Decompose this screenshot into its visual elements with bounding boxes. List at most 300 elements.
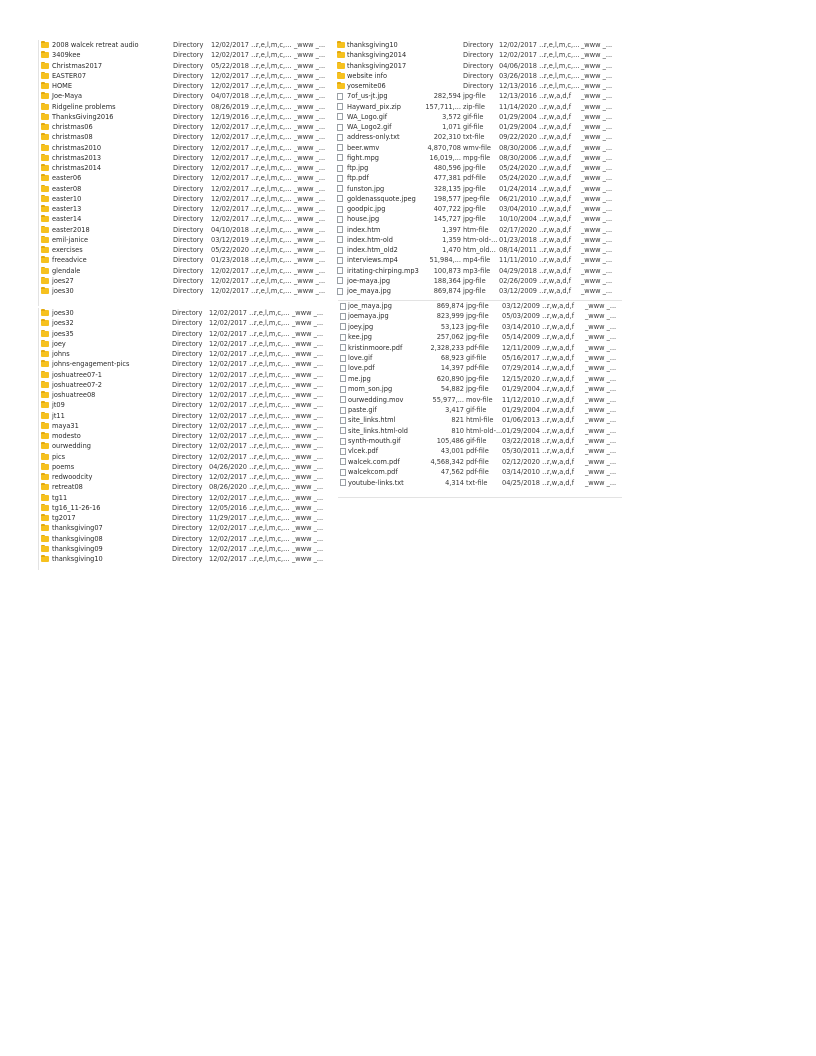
file-list-row[interactable]: [39, 173, 327, 183]
file-permissions: r,w,a,d,f: [547, 405, 575, 414]
file-name: index.htm: [347, 225, 381, 234]
folder-icon: [337, 73, 345, 79]
file-list-row[interactable]: [335, 71, 620, 81]
file-list-row[interactable]: [39, 329, 325, 339]
file-type: Directory: [173, 266, 204, 275]
file-size: 821: [451, 416, 464, 425]
folder-icon: [41, 206, 49, 212]
file-list-row[interactable]: [39, 523, 325, 533]
file-icon: [337, 236, 343, 243]
file-type: Directory: [173, 71, 204, 80]
file-list-row[interactable]: [335, 40, 620, 50]
file-list-row[interactable]: [39, 40, 327, 50]
file-owner: _www _...: [292, 442, 324, 451]
file-date: 12/02/2017 ...: [209, 370, 256, 379]
file-size: 202,310: [433, 133, 461, 142]
file-name: pics: [52, 452, 66, 461]
file-icon: [337, 144, 343, 151]
file-list-row[interactable]: [39, 493, 325, 503]
file-type: jpeg-file: [463, 194, 490, 203]
file-list-row[interactable]: [39, 91, 327, 101]
file-list-row[interactable]: [39, 245, 327, 255]
file-permissions: r,e,l,m,c,...: [256, 92, 292, 101]
file-date: 08/26/2020 ...: [209, 483, 256, 492]
file-list-row[interactable]: [39, 452, 325, 462]
file-name: walcekcom.pdf: [348, 468, 398, 477]
file-size: 68,923: [440, 353, 464, 362]
file-permissions: r,e,l,m,c,...: [544, 51, 580, 60]
file-owner: _www _...: [581, 102, 613, 111]
file-date: 12/02/2017 ...: [209, 452, 256, 461]
file-list-row[interactable]: [39, 276, 327, 286]
file-list-row[interactable]: [335, 276, 620, 286]
file-list-row[interactable]: [338, 395, 622, 405]
file-list-row[interactable]: [39, 102, 327, 112]
file-date: 05/24/2020 ...: [499, 164, 546, 172]
file-owner: _www _...: [585, 447, 617, 456]
file-list-row[interactable]: [39, 122, 327, 132]
file-owner: _www _...: [581, 246, 613, 254]
folder-icon: [41, 474, 49, 480]
file-permissions: r,e,l,m,c,...: [254, 462, 290, 471]
file-date: 04/26/2020 ...: [209, 462, 256, 471]
file-type: jpg-file: [466, 374, 489, 383]
folder-icon: [41, 145, 49, 151]
file-type: mp4-file: [463, 256, 491, 265]
file-date: 12/15/2020 ...: [502, 374, 549, 383]
file-list-row[interactable]: [39, 308, 325, 318]
file-icon: [337, 113, 343, 120]
file-name: beer.wmv: [347, 143, 380, 152]
file-name: freeadvice: [52, 256, 87, 265]
file-list-row[interactable]: [335, 153, 620, 163]
file-date: 12/02/2017 ...: [209, 350, 256, 358]
file-list-row[interactable]: [39, 204, 327, 214]
file-icon: [340, 334, 346, 341]
file-permissions: r,e,l,m,c,...: [254, 452, 290, 461]
file-list-row[interactable]: [39, 266, 327, 276]
file-list-row[interactable]: [39, 339, 325, 349]
file-permissions: r,e,l,m,c,...: [256, 205, 292, 213]
file-type: Directory: [173, 184, 204, 193]
folder-icon: [41, 320, 49, 326]
file-list-row[interactable]: [39, 184, 327, 194]
file-date: 08/30/2006 ...: [499, 153, 546, 162]
file-list-row[interactable]: [338, 353, 622, 363]
file-list-row[interactable]: [335, 204, 620, 214]
file-name: EASTER07: [52, 71, 87, 80]
file-date: 12/19/2016 ...: [211, 112, 258, 121]
file-owner: _www _...: [292, 555, 324, 563]
file-icon: [340, 313, 346, 320]
file-owner: _www _...: [581, 266, 613, 275]
file-type: jpg-file: [463, 276, 486, 285]
file-list-row[interactable]: [335, 143, 620, 153]
file-owner: _www _...: [294, 164, 326, 172]
file-owner: _www _...: [292, 380, 324, 389]
file-name: thanksgiving2017: [347, 61, 407, 70]
file-date: 12/02/2017 ...: [211, 71, 258, 80]
file-date: 03/14/2010 ...: [502, 468, 549, 477]
file-date: 05/22/2020 ...: [211, 246, 258, 254]
file-list-row[interactable]: [39, 318, 325, 328]
file-list-row[interactable]: [39, 390, 325, 400]
file-icon: [337, 124, 343, 131]
file-type: Directory: [173, 276, 204, 285]
folder-icon: [41, 114, 49, 120]
file-name: site_links.html-old: [348, 426, 408, 435]
file-permissions: r,w,a,d,f: [544, 92, 572, 101]
file-list-row[interactable]: [39, 431, 325, 441]
file-name: thanksgiving07: [52, 524, 103, 533]
file-list-row[interactable]: [39, 472, 325, 482]
file-name: thanksgiving08: [52, 534, 103, 543]
file-name: exercises: [52, 246, 83, 254]
file-type: htm_old...: [463, 246, 496, 254]
file-owner: _www _...: [585, 478, 617, 487]
file-list-row[interactable]: [338, 322, 622, 332]
file-list-row[interactable]: [338, 415, 622, 425]
file-name: Joe-Maya: [52, 92, 83, 101]
file-list-row[interactable]: [335, 122, 620, 132]
file-icon: [340, 355, 346, 362]
folder-icon: [41, 402, 49, 408]
file-name: ftp.pdf: [347, 174, 369, 183]
file-list-row[interactable]: [39, 534, 325, 544]
file-type: Directory: [172, 483, 203, 492]
file-name: joey: [52, 339, 66, 348]
file-name: johns-engagement-pics: [52, 360, 130, 369]
file-list-row[interactable]: [39, 370, 325, 380]
file-list-row[interactable]: [335, 235, 620, 245]
file-type: jpg-file: [463, 287, 486, 295]
file-type: jpg-file: [463, 215, 486, 224]
folder-icon: [41, 341, 49, 347]
file-name: easter08: [52, 184, 82, 193]
file-list-row[interactable]: [335, 81, 620, 91]
file-list-row[interactable]: [338, 363, 622, 373]
file-permissions: r,w,a,d,f: [547, 312, 575, 321]
file-permissions: r,e,l,m,c,...: [256, 61, 292, 70]
file-list-row[interactable]: [335, 112, 620, 122]
file-date: 12/02/2017 ...: [209, 421, 256, 430]
file-size: 869,874: [436, 302, 464, 310]
file-permissions: r,e,l,m,c,...: [256, 112, 292, 121]
file-type: jpg-file: [463, 164, 486, 172]
file-name: ftp.jpg: [347, 164, 369, 172]
file-list-row[interactable]: [39, 255, 327, 265]
file-owner: _www _...: [294, 153, 326, 162]
file-icon: [337, 185, 343, 192]
folder-icon: [337, 63, 345, 69]
file-list-row[interactable]: [338, 405, 622, 415]
file-list-row[interactable]: [39, 554, 325, 564]
file-list-row[interactable]: [338, 374, 622, 384]
folder-icon: [41, 42, 49, 48]
file-size: 810: [451, 426, 464, 435]
file-permissions: r,e,l,m,c,...: [256, 71, 292, 80]
file-list-row[interactable]: [335, 266, 620, 276]
file-list-row[interactable]: [335, 286, 620, 296]
file-name: easter06: [52, 174, 82, 183]
file-list-row[interactable]: [335, 61, 620, 71]
file-list-row[interactable]: [335, 255, 620, 265]
file-permissions: r,e,l,m,c,...: [254, 360, 290, 369]
folder-icon: [41, 351, 49, 357]
file-owner: _www _...: [581, 133, 613, 142]
file-list-panel-bottom-right: [338, 300, 622, 498]
file-type: Directory: [172, 462, 203, 471]
file-list-row[interactable]: [39, 112, 327, 122]
file-name: christmas2013: [52, 153, 102, 162]
file-date: 03/22/2018 ...: [502, 437, 549, 446]
file-owner: _www _...: [581, 41, 613, 49]
file-name: iritating-chirping.mp3: [347, 266, 419, 275]
folder-icon: [41, 484, 49, 490]
file-list-row[interactable]: [39, 359, 325, 369]
file-list-row[interactable]: [335, 194, 620, 204]
file-type: gif-file: [463, 112, 484, 121]
file-type: Directory: [173, 143, 204, 152]
file-type: pdf-file: [466, 457, 489, 466]
file-type: pdf-file: [466, 447, 489, 456]
file-type: Directory: [463, 41, 494, 49]
file-list-row[interactable]: [39, 214, 327, 224]
file-date: 04/10/2018 ...: [211, 225, 258, 234]
file-permissions: r,w,a,d,f: [544, 194, 572, 203]
file-owner: _www _...: [294, 287, 326, 295]
folder-icon: [41, 237, 49, 243]
file-list-row[interactable]: [338, 311, 622, 321]
folder-icon: [41, 93, 49, 99]
file-type: Directory: [173, 235, 204, 244]
file-name: thanksgiving10: [347, 41, 398, 49]
folder-icon: [41, 392, 49, 398]
file-type: Directory: [172, 524, 203, 533]
file-list-row[interactable]: [335, 50, 620, 60]
file-permissions: r,e,l,m,c,...: [256, 256, 292, 265]
file-permissions: r,w,a,d,f: [544, 123, 572, 131]
folder-icon: [41, 536, 49, 542]
file-list-row[interactable]: [39, 163, 327, 173]
file-type: Directory: [172, 391, 203, 399]
file-permissions: r,e,l,m,c,...: [254, 555, 290, 563]
file-list-row[interactable]: [39, 50, 327, 60]
file-permissions: r,w,a,d,f: [544, 276, 572, 285]
file-list-row[interactable]: [338, 301, 622, 311]
file-list-row[interactable]: [338, 384, 622, 394]
file-list-row[interactable]: [39, 411, 325, 421]
file-type: html-old-...: [466, 426, 503, 435]
file-permissions: r,e,l,m,c,...: [544, 82, 580, 90]
file-list-row[interactable]: [335, 173, 620, 183]
file-name: funston.jpg: [347, 184, 385, 193]
file-type: Directory: [463, 82, 494, 90]
file-list-row[interactable]: [39, 143, 327, 153]
file-permissions: r,w,a,d,f: [547, 457, 575, 466]
file-name: joes32: [52, 319, 74, 328]
file-icon: [337, 154, 343, 161]
file-permissions: r,e,l,m,c,...: [256, 174, 292, 183]
folder-icon: [41, 515, 49, 521]
folder-icon: [41, 288, 49, 294]
file-owner: _www _...: [581, 194, 613, 203]
file-list-row[interactable]: [335, 245, 620, 255]
file-list-row[interactable]: [39, 132, 327, 142]
file-owner: _www _...: [585, 385, 617, 394]
file-list-row[interactable]: [39, 421, 325, 431]
file-list-row[interactable]: [39, 482, 325, 492]
file-permissions: r,e,l,m,c,...: [256, 51, 292, 60]
folder-icon: [41, 495, 49, 501]
folder-icon: [41, 73, 49, 79]
file-list-row[interactable]: [338, 457, 622, 467]
file-name: site_links.html: [348, 416, 396, 425]
file-owner: _www _...: [585, 416, 617, 425]
folder-icon: [41, 165, 49, 171]
file-date: 12/02/2017 ...: [211, 194, 258, 203]
file-list-row[interactable]: [39, 61, 327, 71]
file-type: Directory: [173, 82, 204, 90]
file-list-row[interactable]: [39, 81, 327, 91]
file-list-row[interactable]: [338, 446, 622, 456]
file-list-row[interactable]: [39, 194, 327, 204]
file-list-row[interactable]: [338, 343, 622, 353]
folder-icon: [41, 83, 49, 89]
file-size: 3,417: [445, 405, 464, 414]
file-date: 12/02/2017 ...: [211, 164, 258, 172]
file-list-row[interactable]: [39, 544, 325, 554]
file-list-row[interactable]: [338, 436, 622, 446]
file-list-row[interactable]: [39, 462, 325, 472]
folder-icon: [41, 505, 49, 511]
file-list-row[interactable]: [338, 467, 622, 477]
file-size: 282,594: [433, 92, 461, 101]
file-date: 01/29/2004 ...: [502, 405, 549, 414]
file-permissions: r,e,l,m,c,...: [544, 71, 580, 80]
file-date: 12/02/2017 ...: [209, 555, 256, 563]
file-list-row[interactable]: [335, 163, 620, 173]
file-date: 09/22/2020 ...: [499, 133, 546, 142]
file-owner: _www _...: [585, 468, 617, 477]
file-date: 12/02/2017 ...: [211, 184, 258, 193]
file-name: ourwedding: [52, 442, 91, 451]
file-name: christmas06: [52, 123, 93, 131]
file-permissions: r,w,a,d,f: [547, 395, 575, 404]
file-date: 01/29/2004 ...: [499, 112, 546, 121]
file-name: love.gif: [348, 353, 373, 362]
file-date: 01/29/2004 ...: [502, 426, 549, 435]
file-list-row[interactable]: [39, 225, 327, 235]
file-list-row[interactable]: [39, 153, 327, 163]
file-owner: _www _...: [292, 462, 324, 471]
file-date: 12/02/2017 ...: [209, 432, 256, 440]
file-date: 08/26/2019 ...: [211, 102, 258, 111]
file-permissions: r,e,l,m,c,...: [254, 524, 290, 533]
file-date: 12/05/2016 ...: [209, 503, 256, 512]
file-name: joes27: [52, 276, 74, 285]
folder-icon: [41, 546, 49, 552]
file-list-row[interactable]: [39, 513, 325, 523]
file-type: Directory: [172, 503, 203, 512]
file-permissions: r,w,a,d,f: [547, 302, 575, 310]
file-permissions: r,w,a,d,f: [544, 143, 572, 152]
file-owner: _www _...: [292, 473, 324, 481]
file-owner: _www _...: [581, 235, 613, 244]
folder-icon: [41, 556, 49, 562]
file-name: ThanksGiving2016: [52, 112, 114, 121]
file-owner: _www _...: [292, 411, 324, 420]
file-name: joshuatree07-1: [52, 370, 102, 379]
file-list-row[interactable]: [338, 426, 622, 436]
file-size: 4,870,708: [427, 143, 461, 152]
file-list-row[interactable]: [39, 235, 327, 245]
file-list-row[interactable]: [338, 332, 622, 342]
file-type: jpg-file: [466, 322, 489, 331]
file-icon: [337, 195, 343, 202]
file-type: html-file: [466, 416, 494, 425]
file-list-row[interactable]: [39, 349, 325, 359]
file-list-row[interactable]: [335, 214, 620, 224]
file-date: 12/13/2016 ...: [499, 92, 546, 101]
file-size: 328,135: [433, 184, 461, 193]
file-list-row[interactable]: [39, 503, 325, 513]
file-list-row[interactable]: [335, 102, 620, 112]
file-owner: _www _...: [581, 256, 613, 265]
file-type: gif-file: [466, 405, 487, 414]
file-list-row[interactable]: [335, 225, 620, 235]
file-list-row[interactable]: [39, 380, 325, 390]
file-type: Directory: [173, 153, 204, 162]
file-icon: [337, 267, 343, 274]
file-list-row[interactable]: [338, 478, 622, 488]
file-date: 01/06/2013 ...: [502, 416, 549, 425]
folder-icon: [41, 196, 49, 202]
file-size: 2,328,233: [430, 343, 464, 352]
file-list-row[interactable]: [39, 441, 325, 451]
file-permissions: r,e,l,m,c,...: [256, 164, 292, 172]
file-list-row[interactable]: [335, 91, 620, 101]
file-list-row[interactable]: [39, 286, 327, 296]
file-list-row[interactable]: [39, 400, 325, 410]
folder-icon: [41, 257, 49, 263]
file-permissions: r,w,a,d,f: [544, 266, 572, 275]
file-permissions: r,w,a,d,f: [547, 374, 575, 383]
file-name: me.jpg: [348, 374, 371, 383]
file-list-row[interactable]: [335, 132, 620, 142]
file-size: 477,381: [433, 174, 461, 183]
file-owner: _www _...: [581, 225, 613, 234]
file-list-row[interactable]: [335, 184, 620, 194]
folder-icon: [41, 134, 49, 140]
file-date: 12/02/2017 ...: [209, 411, 256, 420]
file-list-row[interactable]: [39, 71, 327, 81]
file-date: 12/02/2017 ...: [211, 266, 258, 275]
file-date: 12/02/2017 ...: [209, 442, 256, 451]
file-name: glendale: [52, 266, 81, 275]
file-date: 12/02/2017 ...: [211, 215, 258, 224]
file-permissions: r,w,a,d,f: [547, 385, 575, 394]
file-type: Directory: [172, 319, 203, 328]
file-name: jt11: [52, 411, 65, 420]
file-list-panel-top-right: [335, 40, 620, 296]
file-date: 12/02/2017 ...: [209, 309, 256, 317]
file-date: 12/02/2017 ...: [211, 133, 258, 142]
file-name: retreat08: [52, 483, 83, 492]
file-date: 12/02/2017 ...: [209, 473, 256, 481]
file-icon: [340, 303, 346, 310]
file-type: Directory: [172, 350, 203, 358]
